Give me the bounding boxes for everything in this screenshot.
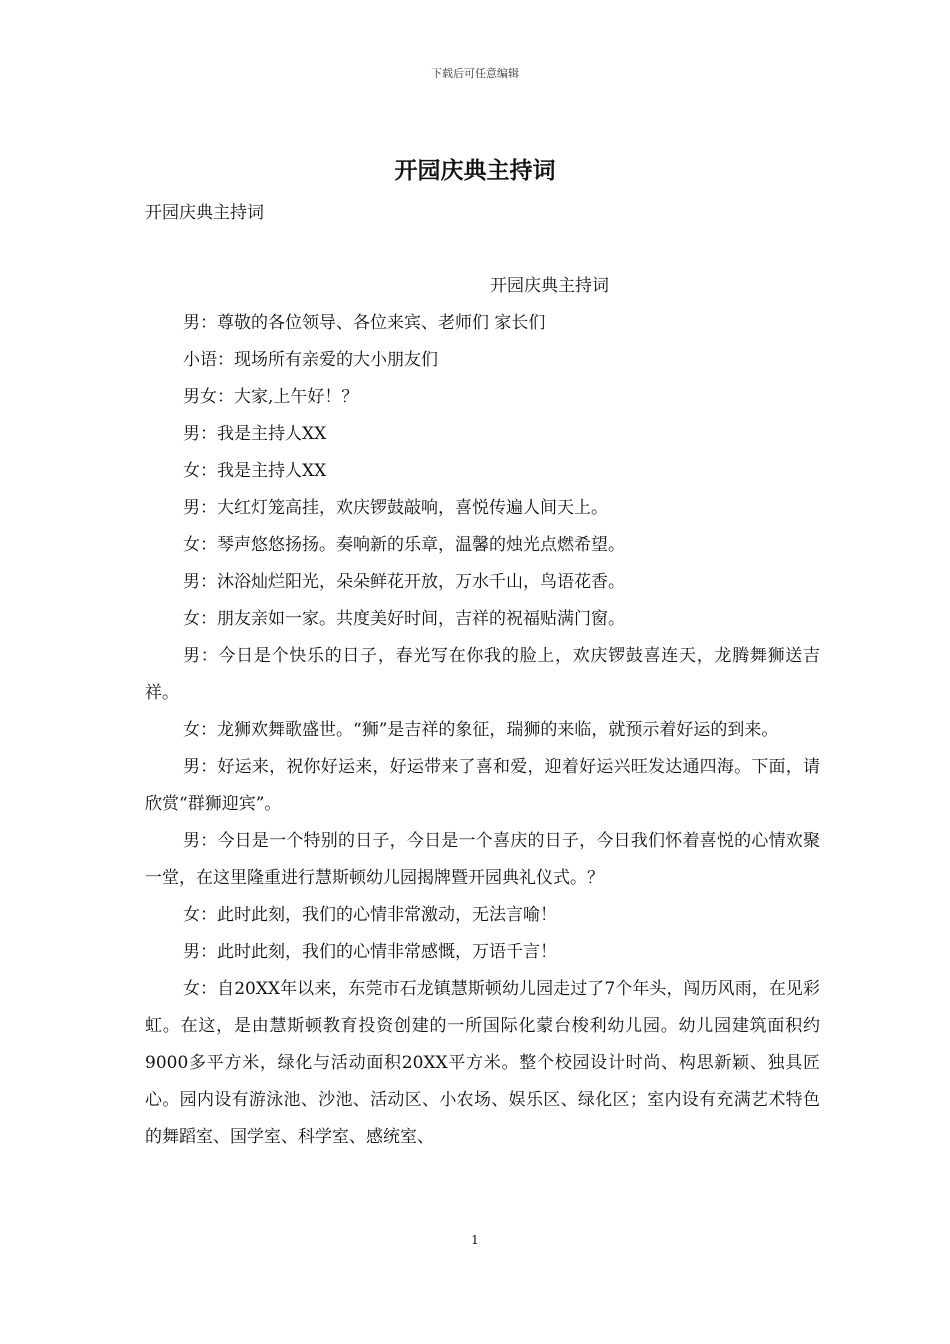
paragraph: 女：朋友亲如一家。共度美好时间，吉祥的祝福贴满门窗。	[183, 609, 625, 629]
paragraph: 女：我是主持人XX	[183, 461, 327, 481]
paragraph: 男：大红灯笼高挂，欢庆锣鼓敲响，喜悦传遍人间天上。	[183, 498, 608, 518]
paragraph: 女：龙狮欢舞歌盛世。“狮”是吉祥的象征，瑞狮的来临，就预示着好运的到来。	[183, 720, 779, 740]
paragraph: 男：今日是个快乐的日子，春光写在你我的脸上，欢庆锣鼓喜连天，龙腾舞狮送吉祥。	[145, 646, 820, 703]
paragraph: 男：沐浴灿烂阳光，朵朵鲜花开放，万水千山，鸟语花香。	[183, 572, 625, 592]
paragraph: 女：此时此刻，我们的心情非常激动，无法言喻！	[183, 905, 557, 925]
paragraph: 男：今日是一个特别的日子，今日是一个喜庆的日子，今日我们怀着喜悦的心情欢聚一堂，在这里隆重进行慧斯顿幼儿园揭牌暨开园典礼仪式。？	[145, 831, 820, 888]
paragraph: 男：尊敬的各位领导、各位来宾、老师们 家长们	[183, 313, 546, 333]
document-title: 开园庆典主持词	[394, 157, 556, 184]
paragraph: 男：此时此刻，我们的心情非常感慨，万语千言！	[183, 942, 557, 962]
download-note-header: 下载后可任意编辑	[431, 67, 519, 80]
paragraph: 男：好运来，祝你好运来，好运带来了喜和爱，迎着好运兴旺发达通四海。下面，请欣赏“群狮迎宾”。	[145, 757, 820, 814]
document-subtitle: 开园庆典主持词	[145, 203, 264, 223]
paragraph: 女：琴声悠悠扬扬。奏响新的乐章，温馨的烛光点燃希望。	[183, 535, 625, 555]
page-number: 1	[471, 1233, 479, 1247]
section-heading: 开园庆典主持词	[490, 276, 609, 296]
paragraph: 男：我是主持人XX	[183, 424, 327, 444]
paragraph: 女：自20XX年以来，东莞市石龙镇慧斯顿幼儿园走过了7个年头，闯历风雨，在见彩虹。在这，是由慧斯顿教育投资创建的一所国际化蒙台梭利幼儿园。幼儿园建筑面积约9000多平方米，绿化与活动面积20XX平方米。整个校园设计时尚、构思新颖、独具匠心。园内设有游泳池、沙池、活动区、小农场、娱乐区、绿化区；室内设有充满艺术特色的舞蹈室、国学室、科学室、感统室、	[145, 979, 820, 1147]
paragraph: 小语：现场所有亲爱的大小朋友们	[183, 350, 438, 370]
document-body	[145, 268, 820, 1156]
paragraph: 男女：大家,上午好！？	[183, 387, 359, 407]
